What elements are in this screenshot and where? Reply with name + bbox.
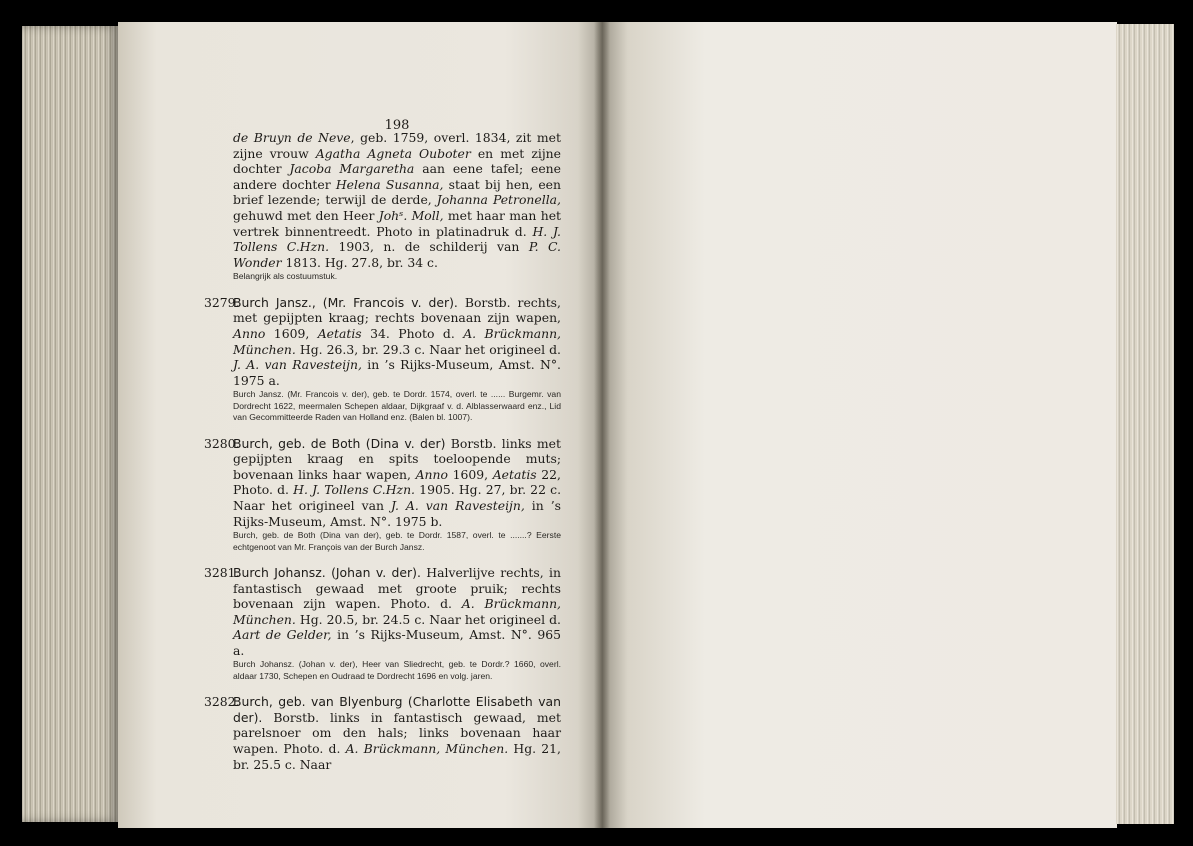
text-run: met haar man het vertrek binnentreedt. Photo in platinadruk d. [233, 207, 562, 239]
entry-number: 3281. [204, 564, 240, 580]
italic-text: Aetatis [317, 325, 362, 341]
italic-text: Helena Susanna, [335, 176, 444, 192]
entry-body [233, 436, 561, 530]
open-book [22, 18, 1174, 830]
entry-note: Burch Johansz. (Johan v. der), Heer van Sliedrecht, geb. te Dordr.? 1660, overl. aldaar 1730, Schepen en Oudraad te Dordrecht 1696 en volg. jaren. [233, 659, 561, 681]
text-run: staat bij hen, een brief lezende; terwijl de derde, [233, 176, 561, 208]
right-page-edges [1116, 24, 1174, 824]
text-run: Borstb. rechts, met gepijpten kraag; rechts bovenaan zijn wapen, [233, 294, 561, 326]
italic-text: Aart de Gelder, [233, 627, 332, 643]
entry-number: 3279. [204, 294, 240, 310]
italic-text: J. A. van Ravesteijn, [390, 497, 525, 513]
text-run: Hg. 21, br. 25.5 c. Naar [233, 741, 561, 772]
text-run: in ’s Rijks-Museum, Amst. N°. 1975 b. [233, 497, 561, 529]
italic-text: Jacoba Margaretha [289, 161, 415, 177]
text-run: Halverlijve rechts, in fantastisch gewaad met groote pruik; rechts bovenaan zijn wapen. Photo. d. [233, 564, 561, 612]
left-page-edges [22, 26, 118, 822]
italic-text: Anno [415, 466, 448, 482]
text-run: 1609, [265, 325, 318, 341]
italic-text: H. J. Tollens C.Hzn. [233, 223, 561, 255]
text-run: , geb. 1759, overl. 1834, zit met zijne vrouw [233, 130, 561, 161]
entry-body [233, 295, 561, 389]
text-run: Borstb. links met gepijpten kraag en spits toeloopende muts; bovenaan links haar wapen, [233, 435, 561, 482]
entry-body [233, 694, 561, 772]
entry-note: Burch, geb. de Both (Dina van der), geb. te Dordr. 1587, overl. te .......? Eerste echtgenoot van Mr. François van der Burch Jansz. [233, 530, 561, 552]
text-run: 1905. Hg. 27, br. 22 c. Naar het origineel van [233, 482, 562, 513]
text-run: Hg. 26.3, br. 29.3 c. Naar het origineel d. [295, 341, 561, 357]
catalogue-entry [204, 435, 562, 553]
text-run: aan eene tafel; eene andere dochter [233, 161, 561, 192]
text-run: gehuwd met den Heer [233, 207, 379, 223]
intro-note: Belangrijk als costuumstuk. [233, 271, 338, 282]
italic-text: Johˢ. Moll, [378, 207, 444, 223]
catalogue-entry [204, 694, 561, 772]
page-text [204, 118, 562, 784]
intro-entry [233, 130, 561, 283]
entry-heading: Burch Johansz. (Johan v. der). [233, 564, 421, 580]
catalogue-entries [204, 294, 562, 773]
book-gutter [594, 22, 610, 828]
text-run: 1813. Hg. 27.8, br. 34 c. [281, 254, 438, 270]
italic-text: P. C. Wonder [233, 239, 561, 270]
italic-text: Johanna Petronella, [436, 192, 561, 208]
intro-body [233, 130, 561, 270]
page-number: 198 [384, 118, 410, 133]
text-run: in ’s Rijks-Museum, Amst. N°. 1975 a. [233, 357, 561, 388]
text-run: en met zijne dochter [233, 145, 561, 177]
entry-body [233, 565, 561, 659]
text-run: 1609, [447, 466, 493, 482]
entry-heading: Burch, geb. van Blyenburg (Charlotte Elisabeth van der). [233, 694, 561, 725]
entry-heading: Burch Jansz., (Mr. Francois v. der). [233, 294, 458, 310]
italic-text: Anno [233, 325, 266, 341]
right-page-blank [602, 22, 1117, 828]
entry-number: 3280. [204, 435, 240, 451]
italic-text: Agatha Agneta Ouboter [315, 145, 471, 161]
italic-text: J. A. van Ravesteijn, [233, 357, 362, 373]
text-run: 1903, n. de schilderij van [329, 239, 529, 255]
italic-text: de Bruyn de Neve [233, 130, 351, 145]
italic-text: A. Brückmann, München. [233, 325, 561, 357]
text-run: in ’s Rijks-Museum, Amst. N°. 965 a. [233, 627, 562, 658]
italic-text: A. Brückmann, München. [233, 596, 561, 627]
text-run: Borstb. links in fantastisch gewaad, met parelsnoer om den hals; links bovenaan haar wapen. Photo. d. [233, 709, 561, 757]
text-run: 34. Photo d. [361, 325, 464, 341]
text-run: 22, Photo. d. [233, 466, 561, 498]
italic-text: A. Brückmann, München. [345, 741, 509, 757]
entry-heading: Burch, geb. de Both (Dina v. der) [233, 435, 446, 451]
italic-text: Aetatis [492, 466, 537, 482]
text-run: Hg. 20.5, br. 24.5 c. Naar het origineel d. [295, 611, 561, 627]
catalogue-entry [204, 564, 562, 682]
entry-note: Burch Jansz. (Mr. Francois v. der), geb. te Dordr. 1574, overl. te ...... Burgemr. van Dordrecht 1622, meermalen Schepen aldaar, Dijkgraaf v. d. Alblasserwaard enz., Lid van Gecommitteerde Raden van Holland enz. (Balen bl. 1007). [233, 389, 561, 423]
catalogue-entry [204, 294, 561, 424]
italic-text: H. J. Tollens C.Hzn. [293, 482, 415, 498]
entry-number: 3282. [204, 694, 240, 710]
